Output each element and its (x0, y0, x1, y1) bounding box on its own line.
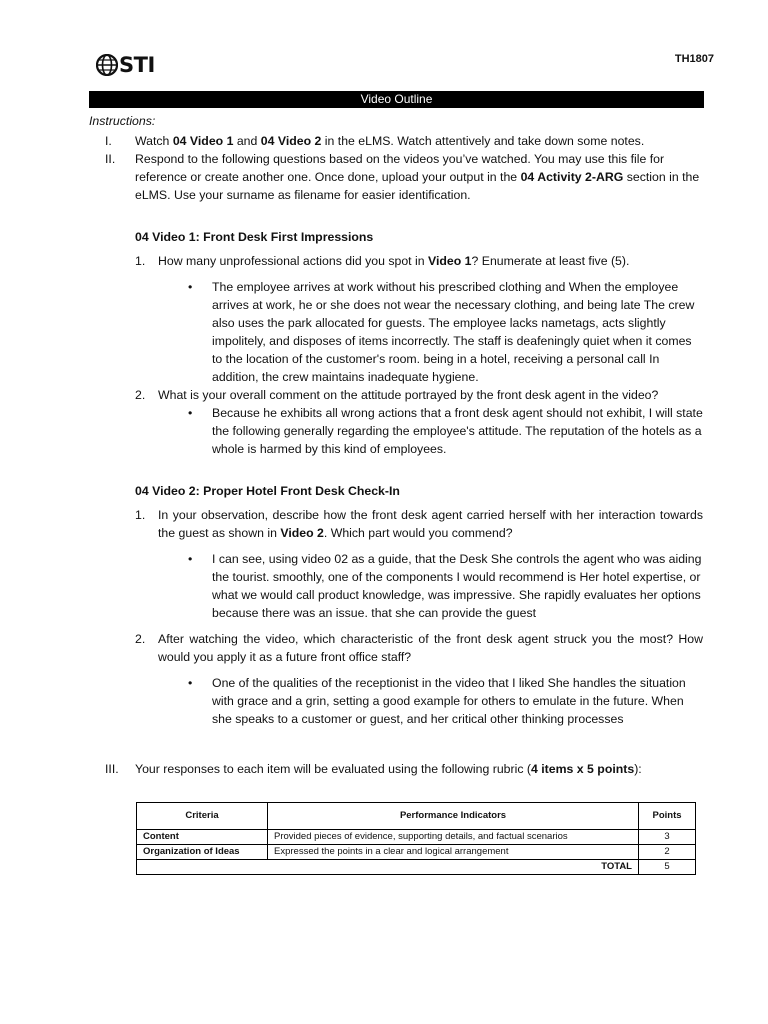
table-header-row (137, 803, 696, 830)
answer (188, 278, 703, 386)
question-number: 1. (135, 508, 146, 522)
column-header: Points (639, 803, 696, 830)
total-row (137, 860, 696, 875)
bullet-icon: • (188, 280, 193, 294)
question (135, 252, 703, 270)
question (135, 386, 703, 404)
document-body (89, 112, 703, 778)
column-header: Performance Indicators (268, 803, 639, 830)
logo-text: STI (119, 53, 155, 77)
rubric-table (136, 802, 696, 875)
instruction-text: Respond to the following questions based on the videos you’ve watched. You may use this file for reference or create another one. Once done, upload your output in the 04 Activity 2-ARG section in the eLMS. Use your surname as filename for easier identification. (135, 152, 700, 202)
rubric-instruction-text: Your responses to each item will be evaluated using the following rubric (4 items x 5 points): (135, 762, 642, 776)
bullet-icon: • (188, 552, 193, 566)
indicator-cell: Expressed the points in a clear and logical arrangement (268, 845, 639, 860)
video2-heading: 04 Video 2: Proper Hotel Front Desk Check-In (135, 484, 400, 498)
total-label: TOTAL (137, 860, 639, 875)
answer-text: The employee arrives at work without his prescribed clothing and When the employee arrives at work, he or she does not wear the necessary clothing, and being late The crew also uses the park allocated for guests. The employee lacks nametags, acts slightly impolitely, and disposes of items incorrectly. The staff is deafeningly quiet when it comes to the location of the customer's room. being in a hotel, receiving a personal call In addition, the crew maintains inadequate hygiene. (212, 280, 695, 384)
video1-heading: 04 Video 1: Front Desk First Impressions (135, 230, 374, 244)
total-points: 5 (639, 860, 696, 875)
answer-text: Because he exhibits all wrong actions that a front desk agent should not exhibit, I will state the following generally regarding the employee's attitude. The reputation of the hotels as a whole is harmed by this kind of employees. (212, 406, 703, 456)
answer (188, 550, 703, 622)
rubric-instruction (89, 760, 703, 778)
answer-text: I can see, using video 02 as a guide, that the Desk She controls the agent who was aiding the tourist. smoothly, one of the components I would recommend is Her hotel expertise, or what we would call product knowledge, was impressive. She rapidly evaluates her options because there was an issue. that she can provide the guest (212, 552, 702, 620)
question (135, 506, 703, 542)
instructions-label: Instructions: (89, 114, 156, 128)
question-text: How many unprofessional actions did you spot in Video 1? Enumerate at least five (5). (158, 254, 630, 268)
question-text: After watching the video, which characteristic of the front desk agent struck you the most? How would you apply it as a future front office staff? (158, 632, 703, 664)
instruction-text: Watch 04 Video 1 and 04 Video 2 in the eLMS. Watch attentively and take down some notes. (135, 134, 645, 148)
roman-numeral: II. (105, 152, 116, 166)
bullet-icon: • (188, 406, 193, 420)
sti-logo (96, 52, 155, 78)
table-row (137, 845, 696, 860)
question (135, 630, 703, 666)
roman-numeral: III. (105, 762, 119, 776)
points-cell: 2 (639, 845, 696, 860)
document-code: TH1807 (674, 53, 714, 65)
bullet-icon: • (188, 676, 193, 690)
table-row (137, 830, 696, 845)
criteria-cell: Organization of Ideas (137, 845, 268, 860)
criteria-cell: Content (137, 830, 268, 845)
question-text: In your observation, describe how the front desk agent carried herself with her interaction towards the guest as shown in Video 2. Which part would you commend? (158, 508, 703, 540)
roman-numeral: I. (105, 134, 112, 148)
question-text: What is your overall comment on the attitude portrayed by the front desk agent in the video? (158, 388, 659, 402)
indicator-cell: Provided pieces of evidence, supporting details, and factual scenarios (268, 830, 639, 845)
question-number: 1. (135, 254, 146, 268)
question-number: 2. (135, 388, 146, 402)
answer-text: One of the qualities of the receptionist in the video that I liked She handles the situation with grace and a grin, setting a good example for others to emulate in the future. When she speaks to a customer or guest, and her critical other thinking processes (212, 676, 686, 726)
page-title: Video Outline (89, 91, 704, 108)
answer (188, 404, 703, 458)
question-number: 2. (135, 632, 146, 646)
column-header: Criteria (137, 803, 268, 830)
points-cell: 3 (639, 830, 696, 845)
instruction-item (89, 132, 703, 150)
globe-icon (96, 54, 118, 76)
instruction-item (89, 150, 703, 204)
answer (188, 674, 703, 728)
